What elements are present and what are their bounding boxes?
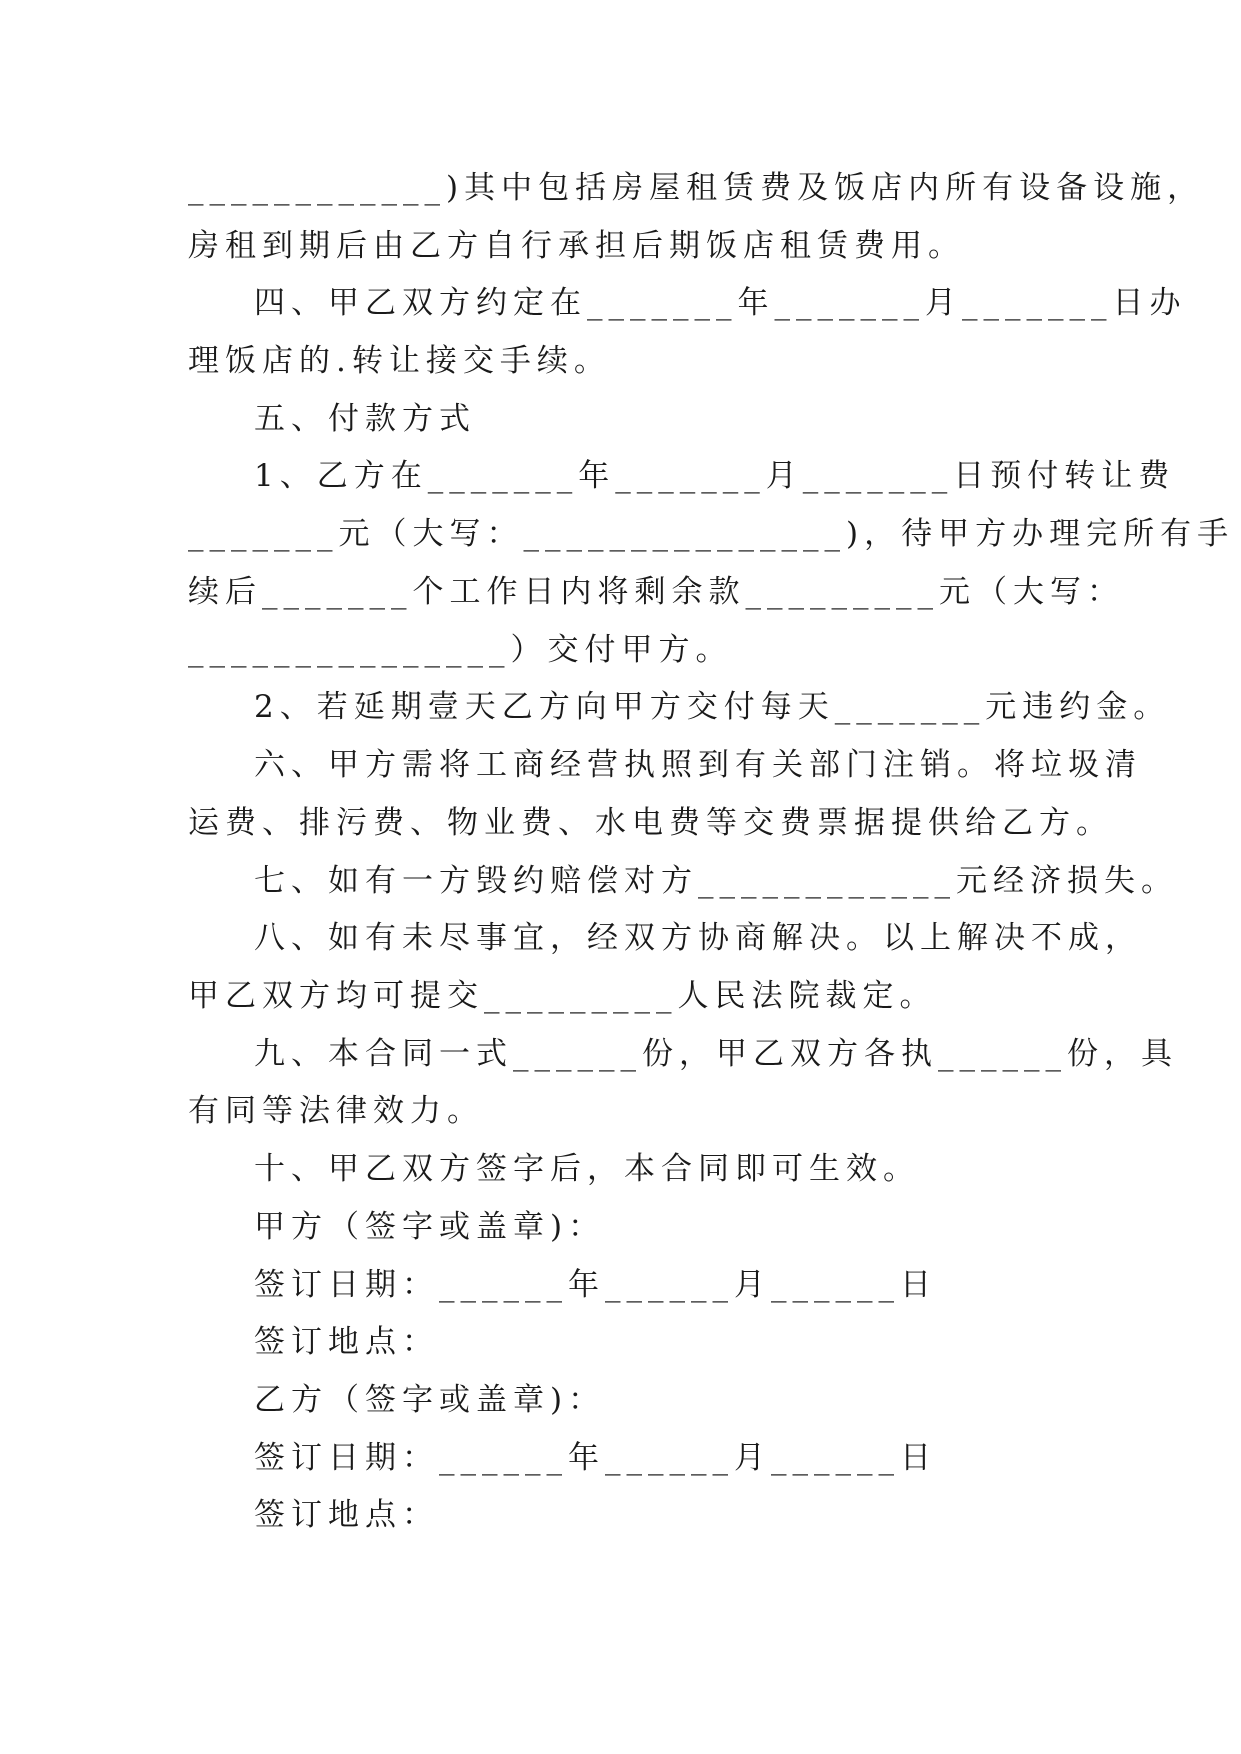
- payment-item-2: 2、若延期壹天乙方向甲方交付每天_______元违约金。: [254, 689, 1171, 725]
- clause-8-line-2: 甲乙双方均可提交_________人民法院裁定。: [188, 978, 937, 1014]
- clause-6-line-1: 六、甲方需将工商经营执照到有关部门注销。将垃圾清: [254, 747, 1142, 783]
- party-a-signature: 甲方（签字或盖章)：: [254, 1209, 606, 1245]
- party-a-sign-date: 签订日期：______年______月______日: [254, 1267, 937, 1303]
- clause-4-line-2: 理饭店的.转让接交手续。: [188, 343, 611, 379]
- clause-8-line-1: 八、如有未尽事宜，经双方协商解决。以上解决不成，: [254, 920, 1142, 956]
- party-b-sign-date: 签订日期：______年______月______日: [254, 1440, 937, 1476]
- clause-9-line-1: 九、本合同一式______份，甲乙双方各执______份，具: [254, 1036, 1178, 1072]
- payment-item-1-line-1: 1、乙方在_______年_______月_______日预付转让费: [254, 458, 1176, 494]
- paragraph-3-continuation: ____________)其中包括房屋租赁费及饭店内所有设备设施，: [188, 170, 1205, 206]
- party-b-signature: 乙方（签字或盖章)：: [254, 1382, 606, 1418]
- clause-10: 十、甲乙双方签字后，本合同即可生效。: [254, 1151, 920, 1187]
- clause-6-line-2: 运费、排污费、物业费、水电费等交费票据提供给乙方。: [188, 805, 1113, 841]
- payment-item-1-line-4: _______________）交付甲方。: [188, 632, 733, 668]
- payment-item-1-line-2: _______元（大写：_______________)，待甲方办理完所有手: [188, 516, 1235, 552]
- paragraph-3-end: 房租到期后由乙方自行承担后期饭店租赁费用。: [188, 228, 965, 264]
- clause-7: 七、如有一方毁约赔偿对方____________元经济损失。: [254, 863, 1178, 899]
- clause-9-line-2: 有同等法律效力。: [188, 1093, 484, 1129]
- payment-item-1-line-3: 续后_______个工作日内将剩余款_________元（大写：: [188, 574, 1124, 610]
- party-a-sign-place: 签订地点：: [254, 1324, 439, 1360]
- party-b-sign-place: 签订地点：: [254, 1497, 439, 1533]
- clause-4-line-1: 四、甲乙双方约定在_______年_______月_______日办: [254, 285, 1187, 321]
- clause-5-heading: 五、付款方式: [254, 401, 476, 437]
